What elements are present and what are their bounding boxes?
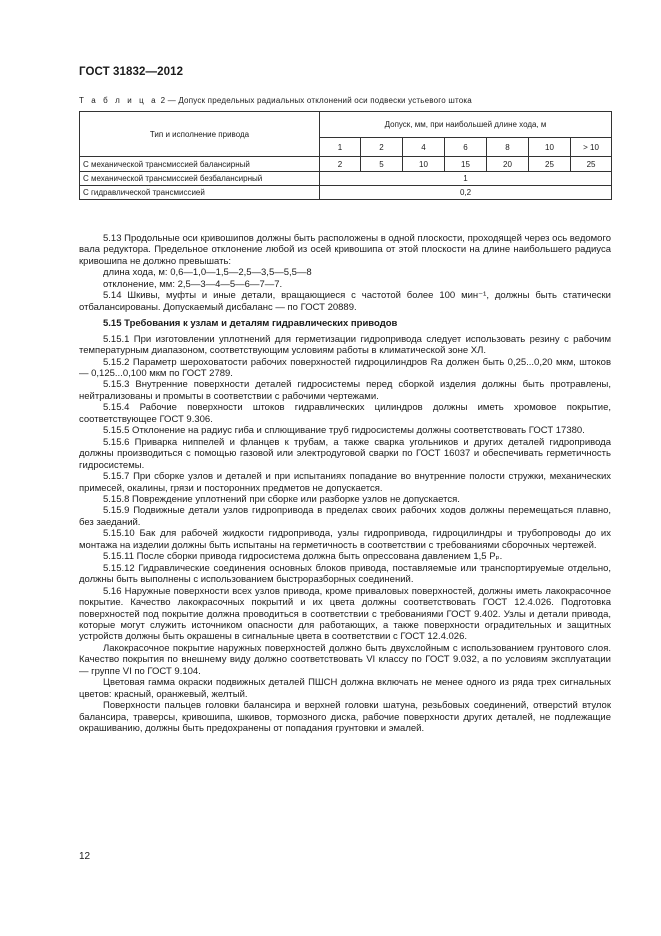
merged-value-cell: 0,2 <box>320 186 612 200</box>
paragraph-5-15-12: 5.15.12 Гидравлические соединения основных блоков привода, поставляемые или транспортируемые отдельно, должны быть выполнены с использованием быстроразборных соединений. <box>79 562 611 586</box>
paragraph-colors: Цветовая гамма окраски подвижных деталей ПШСН должна включать не менее одного из ряда трех сигнальных цветов: красный, оранжевый, желтый. <box>79 677 611 700</box>
stroke-length-list: длина хода, м: 0,6—1,0—1,5—2,5—3,5—5,5—8 <box>103 267 312 279</box>
stroke-length-cell: 2 <box>361 138 403 157</box>
paragraph-5-15-4: 5.15.4 Рабочие поверхности штоков гидравлических цилиндров должны иметь хромовое покрытие, соответствующее ГОСТ 9.306. <box>79 402 611 425</box>
row-type-cell: С гидравлической трансмиссией <box>80 186 320 200</box>
deviation-list: отклонение, мм: 2,5—3—4—5—6—7—7. <box>103 278 283 290</box>
merged-value-cell: 1 <box>320 172 612 186</box>
value-cell: 25 <box>529 157 571 172</box>
paragraph-5-15-2: 5.15.2 Параметр шероховатости рабочих поверхностей гидроцилиндров Ra должен быть 0,25...0,20 мкм, штоков — 0,125...0,100 мкм по ГОСТ 2789. <box>79 356 611 379</box>
row-type-cell: С механической трансмиссией балансирный <box>80 157 320 172</box>
value-cell: 15 <box>445 157 487 172</box>
table-caption-prefix: Т а б л и ц а <box>79 96 159 105</box>
stroke-length-cell: 10 <box>529 138 571 157</box>
col-tolerance-header: Допуск, мм, при наибольшей длине хода, м <box>320 112 612 138</box>
paragraph-protection: Поверхности пальцев головки балансира и верхней головки шатуна, резьбовых соединений, отверстий втулок балансира, траверсы, кривошипа, шкивов, тормозного диска, рабочие поверхности других деталей, не подлежащие окрашиванию, должны быть предохранены от попадания грунтовки и эмалей. <box>79 700 611 735</box>
col-type-header: Тип и исполнение привода <box>80 112 320 157</box>
paragraph-5-15-6: 5.15.6 Приварка ниппелей и фланцев к трубам, а также сварка угольников и других деталей гидропривода должны производиться с помощью газовой или электродуговой сварки по ГОСТ 16037 и обеспечивать герметичность гидросистемы. <box>79 436 611 471</box>
value-cell: 25 <box>571 157 612 172</box>
paragraph-5-14: 5.14 Шкивы, муфты и иные детали, вращающиеся с частотой более 100 мин⁻¹, должны быть статически отбалансированы. Допускаемый дисбаланс — по ГОСТ 20889. <box>79 290 611 313</box>
paragraph-5-15-11: 5.15.11 После сборки привода гидросистема должна быть опрессована давлением 1,5 Pₚ. <box>103 551 503 563</box>
table-caption-text: 2 — Допуск предельных радиальных отклонений оси подвески устьевого штока <box>158 96 472 105</box>
paragraph-5-15-7: 5.15.7 При сборке узлов и деталей и при испытаниях попадание во внутренние полости стружки, механических примесей, окалины, грязи и посторонних предметов не допускается. <box>79 471 611 494</box>
section-heading-5-15: 5.15 Требования к узлам и деталям гидравлических приводов <box>103 318 398 330</box>
stroke-length-cell: 4 <box>403 138 445 157</box>
paragraph-5-13: 5.13 Продольные оси кривошипов должны быть расположены в одной плоскости, проходящей через ось ведомого вала редуктора. Предельное отклонение любой из осей кривошипа от этой плоскости на длине наибольшего радиуса кривошипа не должно превышать: <box>79 233 611 267</box>
tolerance-table <box>79 111 612 200</box>
page-number: 12 <box>79 851 91 862</box>
stroke-length-cell: 8 <box>487 138 529 157</box>
table-row <box>80 186 612 200</box>
paragraph-5-15-5: 5.15.5 Отклонение на радиус гиба и сплющивание труб гидросистемы должны соответствовать ГОСТ 17380. <box>103 425 585 437</box>
body-text <box>79 233 611 734</box>
stroke-length-cell: 1 <box>320 138 361 157</box>
paragraph-5-15-9: 5.15.9 Подвижные детали узлов гидропривода в пределах своих рабочих ходов должны перемещаться плавно, без заеданий. <box>79 505 611 528</box>
paragraph-5-15-3: 5.15.3 Внутренние поверхности деталей гидросистемы перед сборкой изделия должны быть протравлены, нейтрализованы и промыты в соответствии с рабочими чертежами. <box>79 379 611 402</box>
value-cell: 10 <box>403 157 445 172</box>
table-row <box>80 157 612 172</box>
value-cell: 2 <box>320 157 361 172</box>
stroke-length-cell: > 10 <box>571 138 612 157</box>
paragraph-5-15-8: 5.15.8 Повреждение уплотнений при сборке или разборке узлов не допускается. <box>103 493 460 505</box>
stroke-length-cell: 6 <box>445 138 487 157</box>
table-caption <box>79 96 472 105</box>
value-cell: 5 <box>361 157 403 172</box>
paragraph-5-16: 5.16 Наружные поверхности всех узлов привода, кроме приваловых поверхностей, должны иметь лакокрасочное покрытие. Качество лакокрасочных покрытий и их цвета должны соответствовать ГОСТ 12.4.026. Подготовка поверхностей под покрытие должна проводиться в соответствии с требованиями ГОСТ 9.402. Узлы и детали привода, которые могут служить источником опасности для работающих, а также поверхности оградительных и защитных устройств должны быть окрашены в сигнальные цвета в соответствии с ГОСТ 12.4.026. <box>79 585 611 643</box>
paragraph-5-15-1: 5.15.1 При изготовлении уплотнений для герметизации гидропривода следует использовать резину с рабочим температурным диапазоном, соответствующим условиям работы в климатической зоне ХЛ. <box>79 333 611 357</box>
paragraph-5-15-10: 5.15.10 Бак для рабочей жидкости гидропривода, узлы гидропривода, гидроцилиндры и трубопроводы до их монтажа на изделии должны быть испытаны на герметичность в соответствии с требованиями сборочных чертежей. <box>79 528 611 551</box>
row-type-cell: С механической трансмиссией безбалансирный <box>80 172 320 186</box>
table-row <box>80 172 612 186</box>
document-header: ГОСТ 31832—2012 <box>79 66 184 78</box>
paragraph-coating: Лакокрасочное покрытие наружных поверхностей должно быть двухслойным с использованием грунтового слоя. Качество покрытия по внешнему виду должно соответствовать VI классу по ГОСТ 9.032, а по условиям эксплуатации — группе VI по ГОСТ 9.104. <box>79 642 611 677</box>
value-cell: 20 <box>487 157 529 172</box>
